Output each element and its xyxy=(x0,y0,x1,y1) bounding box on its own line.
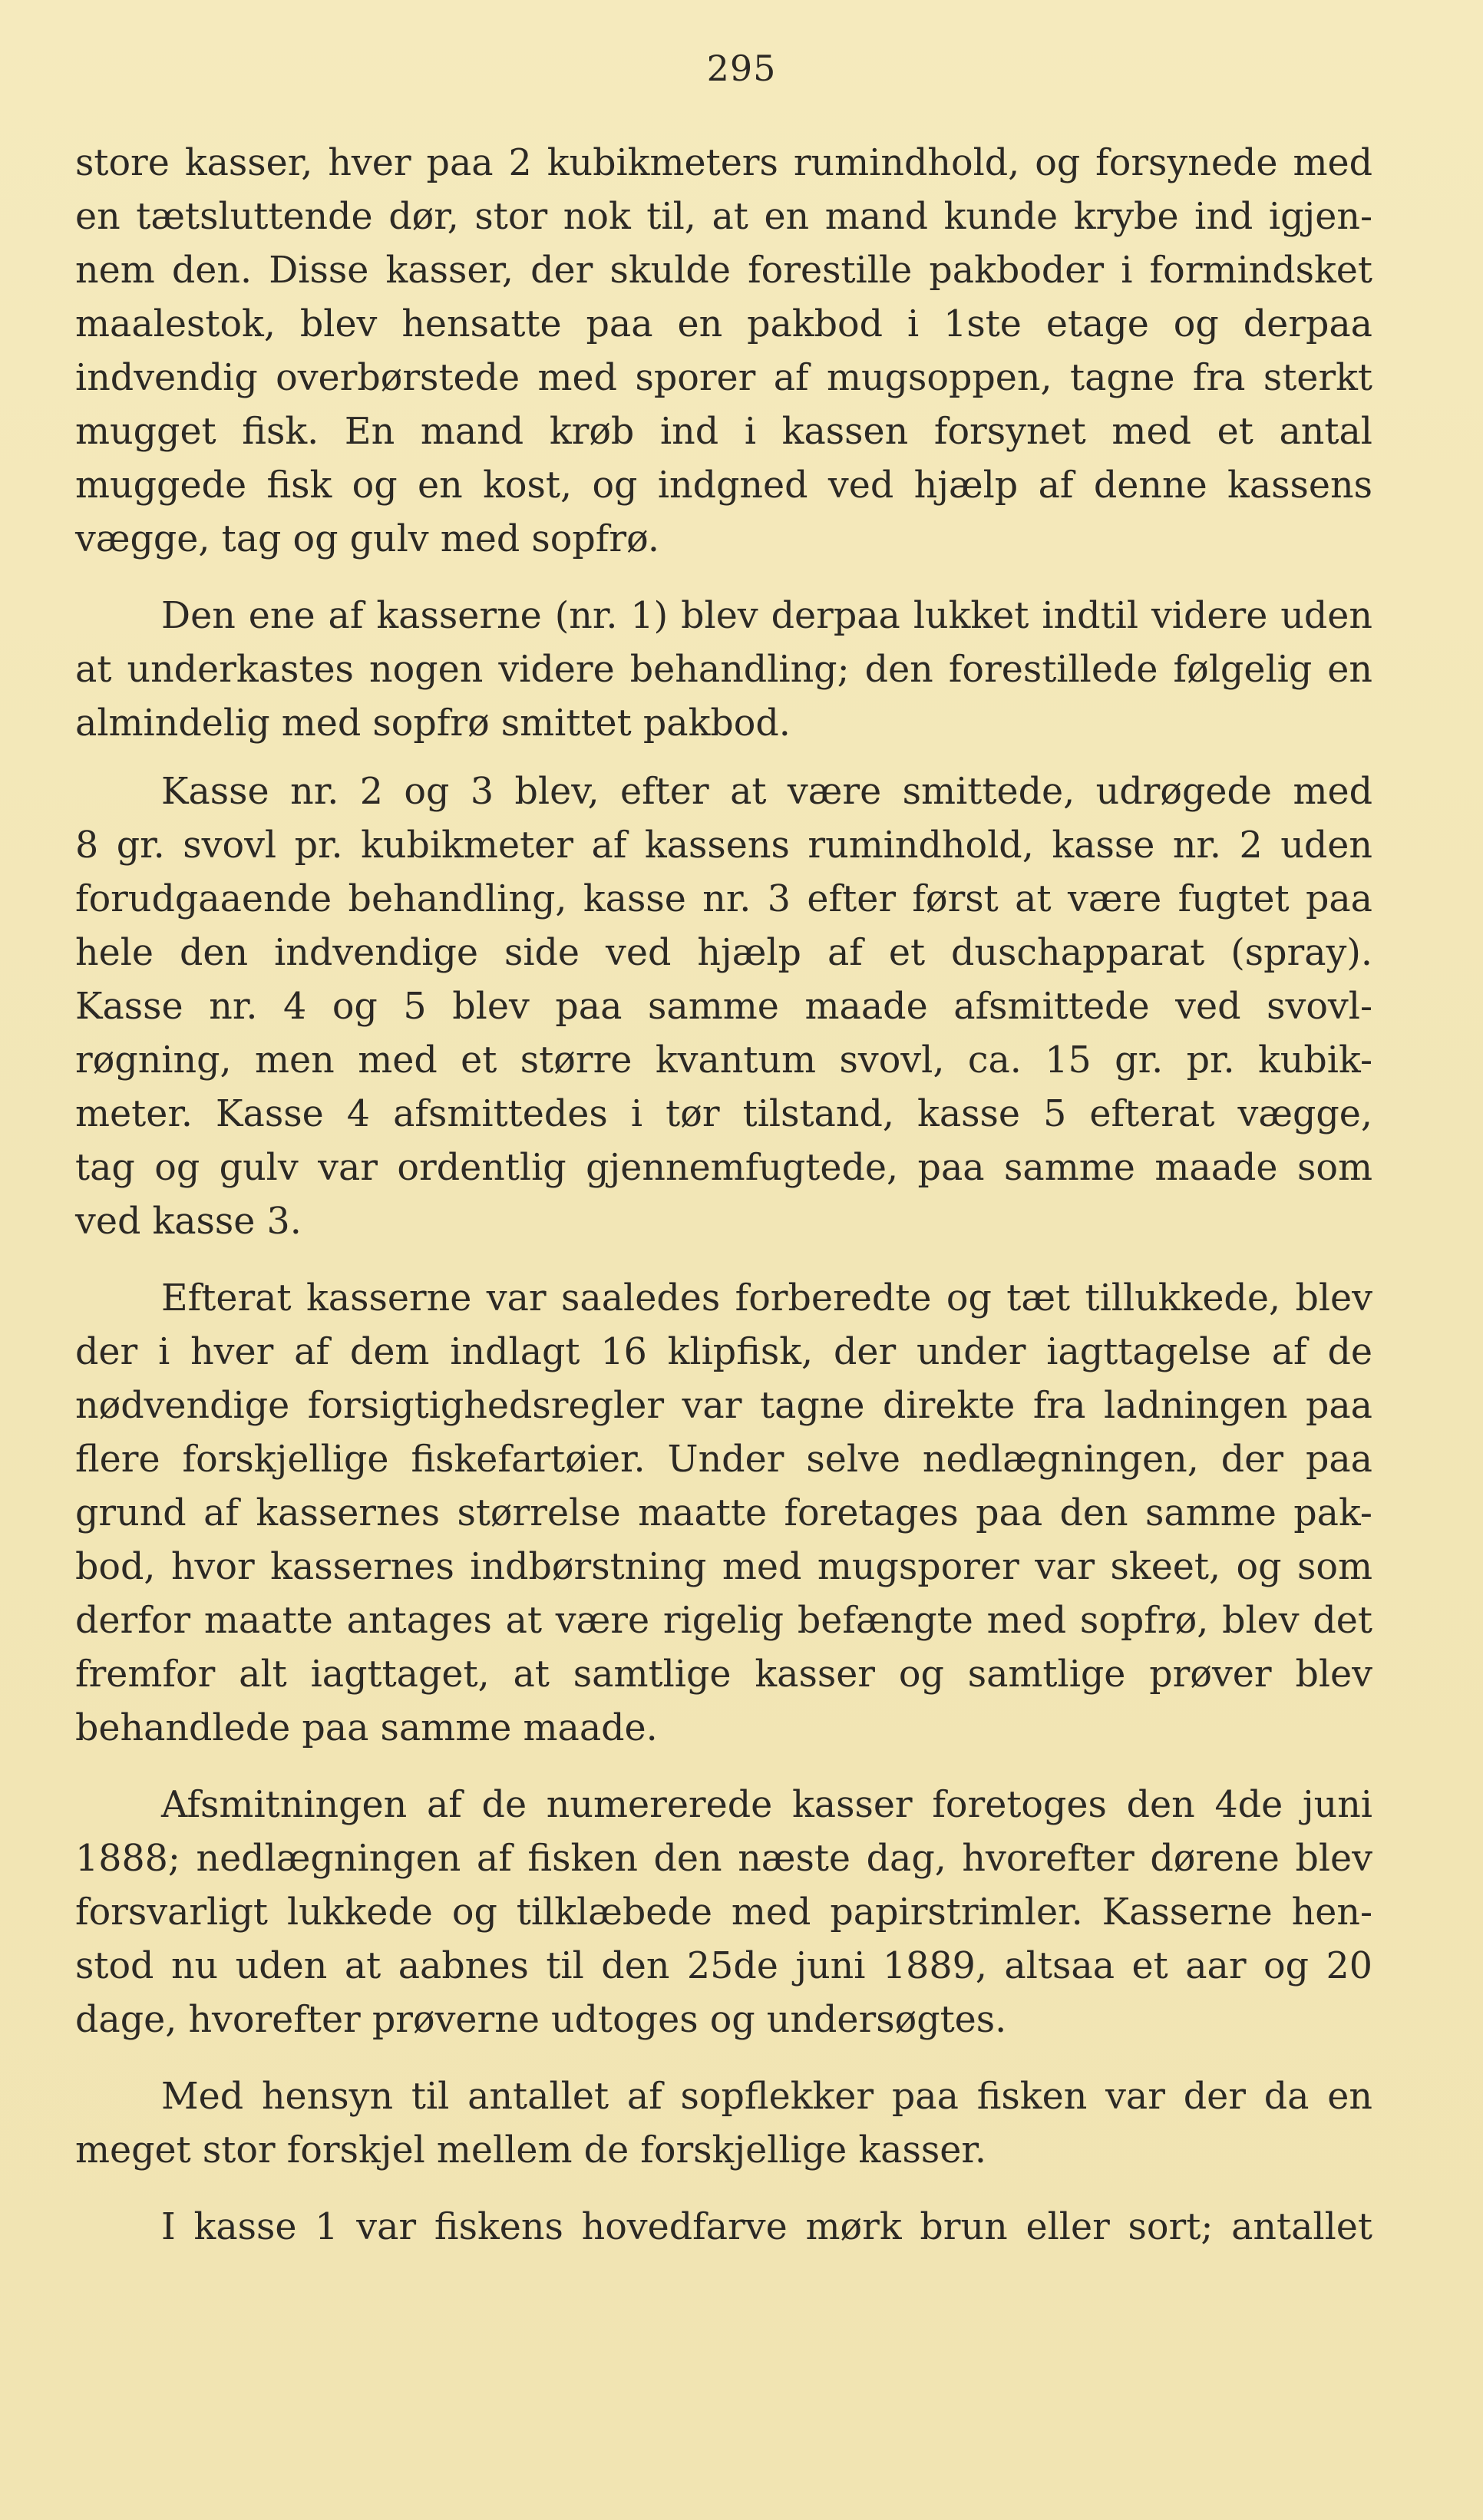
text-line: grund af kassernes størrelse maatte foretages paa den samme pak- xyxy=(75,1492,1372,1534)
text-line: vægge, tag og gulv med sopfrø. xyxy=(75,518,659,560)
text-line: meget stor forskjel mellem de forskjellige kasser. xyxy=(75,2129,986,2172)
text-line: flere forskjellige fiskefartøier. Under selve nedlægningen, der paa xyxy=(75,1438,1372,1481)
text-line: at underkastes nogen videre behandling; den forestillede følgelig en xyxy=(75,649,1372,691)
text-line: ved kasse 3. xyxy=(75,1201,302,1243)
text-line: bod, hvor kassernes indbørstning med mugsporer var skeet, og som xyxy=(75,1546,1372,1588)
text-line: nem den. Disse kasser, der skulde forestille pakboder i formindsket xyxy=(75,249,1372,292)
text-line: stod nu uden at aabnes til den 25de juni 1889, altsaa et aar og 20 xyxy=(75,1945,1372,1987)
text-line: tag og gulv var ordentlig gjennemfugtede, paa samme maade som xyxy=(75,1147,1372,1189)
text-line: forudgaaende behandling, kasse nr. 3 efter først at være fugtet paa xyxy=(75,878,1372,920)
text-line: behandlede paa samme maade. xyxy=(75,1707,658,1749)
text-line: der i hver af dem indlagt 16 klipfisk, der under iagttagelse af de xyxy=(75,1331,1372,1373)
text-line: mugget fisk. En mand krøb ind i kassen forsynet med et antal xyxy=(75,411,1372,453)
text-line: indvendig overbørstede med sporer af mugsoppen, tagne fra sterkt xyxy=(75,357,1372,399)
text-line: 8 gr. svovl pr. kubikmeter af kassens rumindhold, kasse nr. 2 uden xyxy=(75,824,1372,867)
text-line: en tætsluttende dør, stor nok til, at en mand kunde krybe ind igjen- xyxy=(75,196,1372,238)
text-line: fremfor alt iagttaget, at samtlige kasser og samtlige prøver blev xyxy=(75,1653,1372,1696)
text-line: almindelig med sopfrø smittet pakbod. xyxy=(75,702,791,745)
text-line: 1888; nedlægningen af fisken den næste dag, hvorefter dørene blev xyxy=(75,1838,1372,1880)
text-line: forsvarligt lukkede og tilklæbede med papirstrimler. Kasserne hen- xyxy=(75,1891,1372,1934)
text-line: store kasser, hver paa 2 kubikmeters rumindhold, og forsynede med xyxy=(75,142,1372,184)
paragraph-first-line: Kasse nr. 2 og 3 blev, efter at være smittede, udrøgede med xyxy=(161,771,1372,813)
text-line: røgning, men med et større kvantum svovl, ca. 15 gr. pr. kubik- xyxy=(75,1039,1372,1082)
page-number: 295 xyxy=(706,48,777,89)
text-line: dage, hvorefter prøverne udtoges og undersøgtes. xyxy=(75,1999,1007,2041)
paragraph-first-line: Afsmitningen af de numererede kasser foretoges den 4de juni xyxy=(161,1784,1372,1826)
paragraph-first-line: Med hensyn til antallet af sopflekker paa fisken var der da en xyxy=(161,2076,1372,2118)
text-line: maalestok, blev hensatte paa en pakbod i 1ste etage og derpaa xyxy=(75,303,1372,345)
text-line: Kasse nr. 4 og 5 blev paa samme maade afsmittede ved svovl- xyxy=(75,986,1372,1028)
text-line: meter. Kasse 4 afsmittedes i tør tilstand, kasse 5 efterat vægge, xyxy=(75,1093,1372,1135)
paragraph-first-line: Efterat kasserne var saaledes forberedte og tæt tillukkede, blev xyxy=(161,1277,1372,1319)
paragraph-first-line: I kasse 1 var fiskens hovedfarve mørk brun eller sort; antallet xyxy=(161,2206,1372,2248)
text-line: derfor maatte antages at være rigelig befængte med sopfrø, blev det xyxy=(75,1600,1372,1642)
text-line: muggede fisk og en kost, og indgned ved hjælp af denne kassens xyxy=(75,464,1372,507)
text-line: hele den indvendige side ved hjælp af et duschapparat (spray). xyxy=(75,932,1372,974)
paragraph-first-line: Den ene af kasserne (nr. 1) blev derpaa lukket indtil videre uden xyxy=(161,595,1372,637)
text-line: nødvendige forsigtighedsregler var tagne direkte fra ladningen paa xyxy=(75,1385,1372,1427)
